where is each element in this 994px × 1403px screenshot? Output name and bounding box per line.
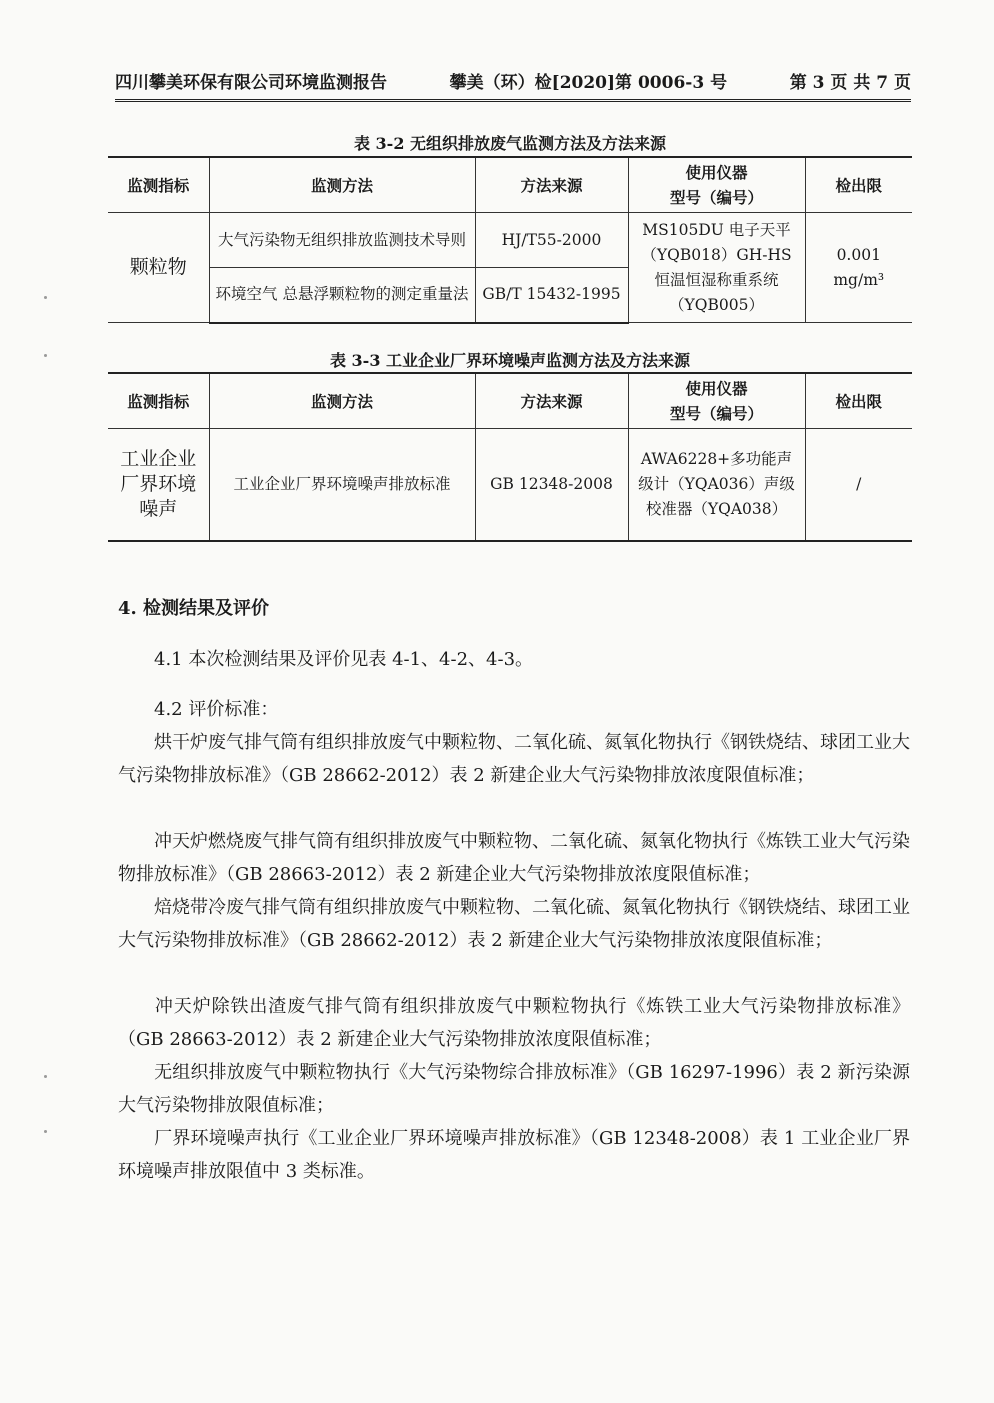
instrument-cell: AWA6228+多功能声级计（YQA036）声级校准器（YQA038） — [628, 429, 805, 541]
table-header-row — [108, 157, 912, 213]
table-3-3 — [108, 372, 912, 542]
source-cell: HJ/T55-2000 — [475, 213, 628, 268]
paragraph — [118, 1056, 910, 1122]
paragraph — [118, 825, 910, 891]
method-cell: 工业企业厂界环境噪声排放标准 — [209, 429, 475, 541]
paragraph — [118, 990, 910, 1056]
paragraph-text: 焙烧带冷废气排气筒有组织排放废气中颗粒物、二氧化硫、氮氧化物执行《钢铁烧结、球团工业大气污染物排放标准》（GB 28662-2012）表 2 新建企业大气污染物排放浓度限值标准； — [118, 897, 910, 951]
paragraph — [118, 693, 910, 726]
source-cell: GB 12348-2008 — [475, 429, 628, 541]
table-row — [108, 429, 912, 541]
section-4-title: 4. 检测结果及评价 — [118, 598, 270, 619]
header-instrument: 使用仪器 型号（编号） — [628, 157, 805, 213]
scan-speck — [44, 296, 47, 299]
header-source: 方法来源 — [475, 157, 628, 213]
indicator-cell: 工业企业厂界环境噪声 — [108, 429, 209, 541]
header-source: 方法来源 — [475, 373, 628, 429]
table-header-row — [108, 373, 912, 429]
indicator-cell: 颗粒物 — [108, 213, 209, 323]
paragraph-text: 冲天炉燃烧废气排气筒有组织排放废气中颗粒物、二氧化硫、氮氧化物执行《炼铁工业大气污染物排放标准》（GB 28663-2012）表 2 新建企业大气污染物排放浓度限值标准； — [118, 831, 910, 885]
header-limit: 检出限 — [805, 157, 912, 213]
paragraph-text: 冲天炉除铁出渣废气排气筒有组织排放废气中颗粒物执行《炼铁工业大气污染物排放标准》（GB 28663-2012）表 2 新建企业大气污染物排放浓度限值标准； — [118, 996, 910, 1050]
paragraph-text: 4.1 本次检测结果及评价见表 4-1、4-2、4-3。 — [154, 649, 534, 670]
paragraph — [118, 643, 910, 676]
page-header — [115, 68, 911, 102]
paragraph — [118, 891, 910, 957]
scan-speck — [44, 1075, 47, 1078]
header-method: 监测方法 — [209, 373, 475, 429]
header-indicator: 监测指标 — [108, 157, 209, 213]
header-method: 监测方法 — [209, 157, 475, 213]
limit-cell: / — [805, 429, 912, 541]
header-limit: 检出限 — [805, 373, 912, 429]
report-number: 攀美（环）检[2020]第 0006-3 号 — [449, 73, 728, 93]
instrument-cell: MS105DU 电子天平（YQB018）GH-HS 恒温恒湿称重系统（YQB005） — [628, 213, 805, 323]
header-instrument: 使用仪器 型号（编号） — [628, 373, 805, 429]
table-3-2-caption: 表 3-2 无组织排放废气监测方法及方法来源 — [353, 134, 667, 153]
paragraph-text: 无组织排放废气中颗粒物执行《大气污染物综合排放标准》（GB 16297-1996）表 2 新污染源大气污染物排放限值标准； — [118, 1062, 910, 1116]
method-cell: 环境空气 总悬浮颗粒物的测定重量法 — [209, 268, 475, 323]
method-cell: 大气污染物无组织排放监测技术导则 — [209, 213, 475, 268]
scan-speck — [44, 354, 47, 357]
scan-speck — [44, 1130, 47, 1133]
paragraph-text: 4.2 评价标准： — [154, 699, 279, 720]
paragraph-text: 厂界环境噪声执行《工业企业厂界环境噪声排放标准》（GB 12348-2008）表 1 工业企业厂界环境噪声排放限值中 3 类标准。 — [118, 1128, 910, 1182]
paragraph-text: 烘干炉废气排气筒有组织排放废气中颗粒物、二氧化硫、氮氧化物执行《钢铁烧结、球团工业大气污染物排放标准》（GB 28662-2012）表 2 新建企业大气污染物排放浓度限值标准； — [118, 732, 910, 786]
table-3-3-caption: 表 3-3 工业企业厂界环境噪声监测方法及方法来源 — [329, 351, 691, 370]
table-3-2 — [108, 156, 912, 324]
paragraph — [118, 1122, 910, 1188]
paragraph — [118, 726, 910, 792]
header-indicator: 监测指标 — [108, 373, 209, 429]
limit-cell: 0.001 mg/m³ — [805, 213, 912, 323]
page-number: 第 3 页 共 7 页 — [789, 73, 911, 93]
table-row — [108, 213, 912, 268]
org-report-title: 四川攀美环保有限公司环境监测报告 — [115, 73, 387, 93]
source-cell: GB/T 15432-1995 — [475, 268, 628, 323]
